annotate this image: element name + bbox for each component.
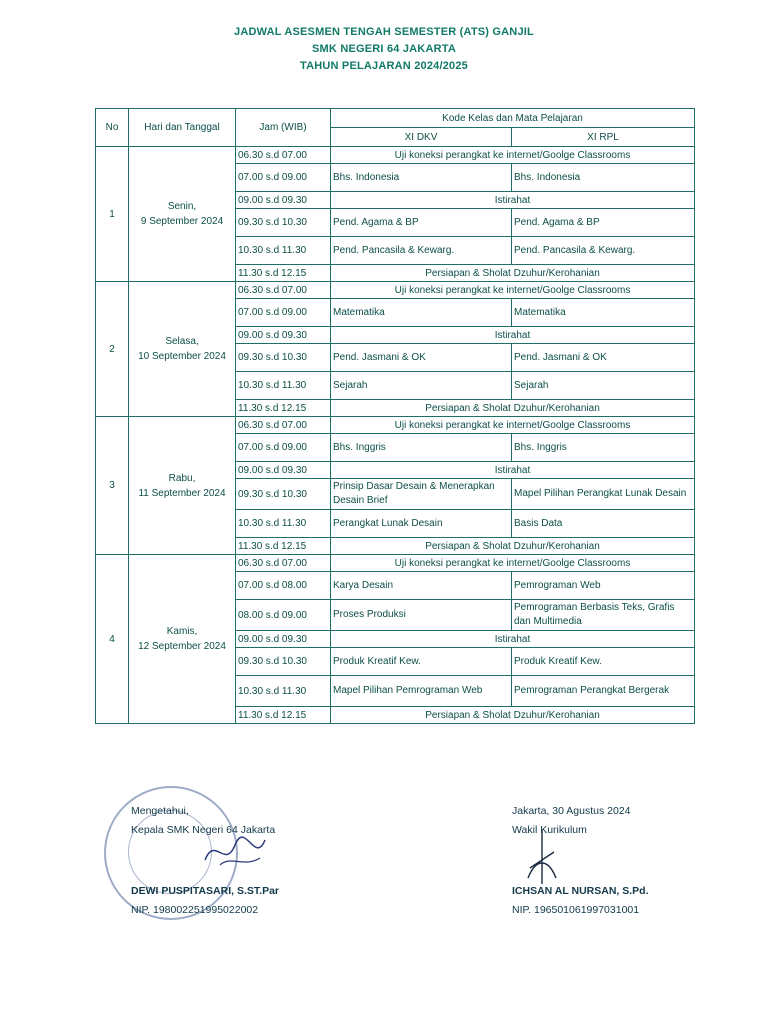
table-row — [96, 282, 695, 299]
time-slot: 09.30 s.d 10.30 — [236, 344, 331, 372]
shared-activity: Uji koneksi perangkat ke internet/Goolge Classrooms — [331, 555, 695, 572]
curriculum-nip: NIP. 196501061997031001 — [512, 904, 640, 916]
day-date: 11 September 2024 — [138, 487, 226, 499]
day-date: 12 September 2024 — [138, 641, 226, 652]
shared-activity: Persiapan & Sholat Dzuhur/Kerohanian — [331, 707, 695, 724]
time-slot: 09.00 s.d 09.30 — [236, 462, 331, 479]
day-date: 10 September 2024 — [138, 351, 226, 362]
time-slot: 09.00 s.d 09.30 — [236, 327, 331, 344]
subject-xi-dkv: Pend. Pancasila & Kewarg. — [331, 237, 512, 265]
document-header — [0, 24, 768, 75]
time-slot: 09.00 s.d 09.30 — [236, 631, 331, 648]
curriculum-signature — [522, 828, 562, 886]
time-slot: 08.00 s.d 09.00 — [236, 600, 331, 631]
principal-name: DEWI PUSPITASARI, S.ST.Par — [131, 885, 279, 897]
time-slot: 11.30 s.d 12.15 — [236, 400, 331, 417]
subject-xi-rpl: Pend. Pancasila & Kewarg. — [512, 237, 695, 265]
day-date-cell — [129, 417, 236, 555]
subject-xi-rpl: Pemrograman Perangkat Bergerak — [512, 676, 695, 707]
day-number: 1 — [96, 147, 129, 282]
shared-activity: Persiapan & Sholat Dzuhur/Kerohanian — [331, 400, 695, 417]
shared-activity: Uji koneksi perangkat ke internet/Goolge Classrooms — [331, 282, 695, 299]
subject-xi-rpl: Sejarah — [512, 372, 695, 400]
curriculum-name: ICHSAN AL NURSAN, S.Pd. — [512, 885, 649, 897]
schedule-table — [95, 108, 695, 724]
header-xi-dkv: XI DKV — [331, 128, 512, 147]
day-date-cell — [129, 555, 236, 724]
time-slot: 07.00 s.d 09.00 — [236, 299, 331, 327]
time-slot: 07.00 s.d 09.00 — [236, 164, 331, 192]
shared-activity: Istirahat — [331, 631, 695, 648]
shared-activity: Uji koneksi perangkat ke internet/Goolge Classrooms — [331, 147, 695, 164]
subject-xi-rpl: Mapel Pilihan Perangkat Lunak Desain — [512, 479, 695, 510]
shared-activity: Istirahat — [331, 192, 695, 209]
time-slot: 11.30 s.d 12.15 — [236, 707, 331, 724]
schedule-body — [96, 147, 695, 724]
time-slot: 06.30 s.d 07.00 — [236, 147, 331, 164]
shared-activity: Istirahat — [331, 462, 695, 479]
academic-year: TAHUN PELAJARAN 2024/2025 — [299, 60, 469, 72]
time-slot: 09.00 s.d 09.30 — [236, 192, 331, 209]
subject-xi-rpl: Pend. Agama & BP — [512, 209, 695, 237]
table-row — [96, 147, 695, 164]
principal-title: Kepala SMK Negeri 64 Jakarta — [131, 824, 276, 836]
principal-nip: NIP. 198002251995022002 — [131, 904, 259, 916]
subject-xi-dkv: Pend. Jasmani & OK — [331, 344, 512, 372]
subject-xi-rpl: Matematika — [512, 299, 695, 327]
time-slot: 10.30 s.d 11.30 — [236, 372, 331, 400]
time-slot: 10.30 s.d 11.30 — [236, 676, 331, 707]
time-slot: 07.00 s.d 08.00 — [236, 572, 331, 600]
day-name: Kamis, — [166, 626, 198, 637]
subject-xi-dkv: Matematika — [331, 299, 512, 327]
time-slot: 10.30 s.d 11.30 — [236, 237, 331, 265]
day-date-cell — [129, 147, 236, 282]
day-date: 9 September 2024 — [140, 216, 224, 227]
subject-xi-dkv: Produk Kreatif Kew. — [331, 648, 512, 676]
subject-xi-rpl: Basis Data — [512, 510, 695, 538]
shared-activity: Persiapan & Sholat Dzuhur/Kerohanian — [331, 538, 695, 555]
day-number: 4 — [96, 555, 129, 724]
document-title: JADWAL ASESMEN TENGAH SEMESTER (ATS) GANJIL — [234, 26, 534, 38]
header-class-group: Kode Kelas dan Mata Pelajaran — [331, 109, 695, 128]
subject-xi-dkv: Perangkat Lunak Desain — [331, 510, 512, 538]
time-slot: 11.30 s.d 12.15 — [236, 265, 331, 282]
table-row — [96, 417, 695, 434]
subject-xi-rpl: Pemrograman Berbasis Teks, Grafis dan Multimedia — [512, 600, 695, 631]
subject-xi-rpl: Bhs. Inggris — [512, 434, 695, 462]
principal-signature — [200, 830, 270, 875]
time-slot: 06.30 s.d 07.00 — [236, 282, 331, 299]
subject-xi-dkv: Karya Desain — [331, 572, 512, 600]
school-name: SMK NEGERI 64 JAKARTA — [312, 43, 456, 55]
subject-xi-dkv: Bhs. Indonesia — [331, 164, 512, 192]
time-slot: 09.30 s.d 10.30 — [236, 479, 331, 510]
subject-xi-rpl: Pemrograman Web — [512, 572, 695, 600]
day-name: Rabu, — [168, 472, 196, 484]
subject-xi-dkv: Mapel Pilihan Pemrograman Web — [331, 676, 512, 707]
subject-xi-rpl: Bhs. Indonesia — [512, 164, 695, 192]
day-date-cell — [129, 282, 236, 417]
place-date: Jakarta, 30 Agustus 2024 — [512, 805, 631, 817]
subject-xi-dkv: Proses Produksi — [331, 600, 512, 631]
subject-xi-dkv: Sejarah — [331, 372, 512, 400]
header-day: Hari dan Tanggal — [129, 109, 236, 147]
day-number: 2 — [96, 282, 129, 417]
time-slot: 06.30 s.d 07.00 — [236, 555, 331, 572]
subject-xi-rpl: Produk Kreatif Kew. — [512, 648, 695, 676]
subject-xi-rpl: Pend. Jasmani & OK — [512, 344, 695, 372]
subject-xi-dkv: Prinsip Dasar Desain & Menerapkan Desain Brief — [331, 479, 512, 510]
header-time: Jam (WIB) — [236, 109, 331, 147]
shared-activity: Persiapan & Sholat Dzuhur/Kerohanian — [331, 265, 695, 282]
time-slot: 11.30 s.d 12.15 — [236, 538, 331, 555]
day-name: Selasa, — [165, 336, 199, 347]
time-slot: 09.30 s.d 10.30 — [236, 209, 331, 237]
curriculum-title: Wakil Kurikulum — [512, 824, 587, 836]
day-number: 3 — [96, 417, 129, 555]
time-slot: 06.30 s.d 07.00 — [236, 417, 331, 434]
header-xi-rpl: XI RPL — [512, 128, 695, 147]
day-name: Senin, — [167, 201, 197, 212]
shared-activity: Uji koneksi perangkat ke internet/Goolge Classrooms — [331, 417, 695, 434]
shared-activity: Istirahat — [331, 327, 695, 344]
time-slot: 10.30 s.d 11.30 — [236, 510, 331, 538]
time-slot: 07.00 s.d 09.00 — [236, 434, 331, 462]
time-slot: 09.30 s.d 10.30 — [236, 648, 331, 676]
subject-xi-dkv: Pend. Agama & BP — [331, 209, 512, 237]
acknowledged-label: Mengetahui, — [131, 805, 189, 817]
table-row — [96, 555, 695, 572]
header-no: No — [96, 109, 129, 147]
subject-xi-dkv: Bhs. Inggris — [331, 434, 512, 462]
